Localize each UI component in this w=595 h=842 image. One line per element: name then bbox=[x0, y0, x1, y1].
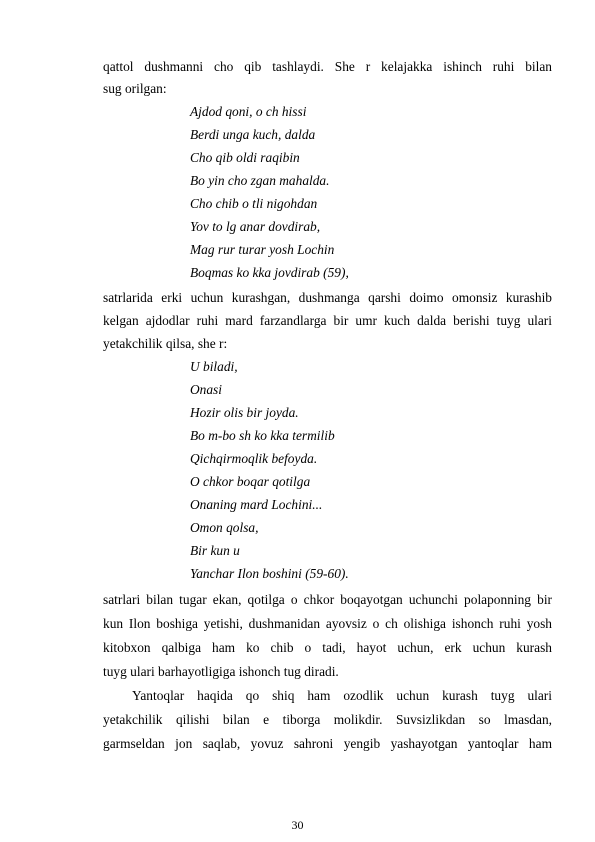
verse-line: Qichqirmoqlik befoyda. bbox=[190, 451, 318, 466]
verse-line: Yov to lg anar dovdirab, bbox=[190, 219, 321, 234]
verse-line: Cho qib oldi raqibin bbox=[190, 150, 300, 165]
verse-line: Bo m-bo sh ko kka termilib bbox=[190, 428, 335, 443]
text-line: yetakchilik qilishi bilan e tiborga molikdir. Suvsizlikdan so lmasdan, bbox=[103, 712, 552, 727]
verse-line: Berdi unga kuch, dalda bbox=[190, 127, 316, 142]
text-line: garmseldan jon saqlab, yovuz sahroni yengib yashayotgan yantoqlar ham bbox=[103, 736, 552, 751]
text-line: satrlari bilan tugar ekan, qotilga o chkor boqayotgan uchunchi polaponning bir bbox=[103, 592, 552, 607]
verse-line: U biladi, bbox=[190, 359, 238, 374]
text-line: satrlarida erki uchun kurashgan, dushmanga qarshi doimo omonsiz kurashib bbox=[103, 290, 552, 305]
verse-line: Mag rur turar yosh Lochin bbox=[190, 242, 335, 257]
verse-line: Boqmas ko kka jovdirab (59), bbox=[190, 265, 349, 280]
text-line: kitobxon qalbiga ham ko chib o tadi, hayot uchun, erk uchun kurash bbox=[103, 640, 552, 655]
verse-line: Hozir olis bir joyda. bbox=[190, 405, 299, 420]
verse-line: Onasi bbox=[190, 382, 222, 397]
text-line: tuyg ulari barhayotligiga ishonch tug diradi. bbox=[103, 664, 339, 679]
verse-line: Yanchar Ilon boshini (59-60). bbox=[190, 566, 349, 581]
page-number: 30 bbox=[291, 818, 304, 832]
verse-line: Omon qolsa, bbox=[190, 520, 259, 535]
verse-line: Bo yin cho zgan mahalda. bbox=[190, 173, 330, 188]
verse-line: O chkor boqar qotilga bbox=[190, 474, 311, 489]
text-line: qattol dushmanni cho qib tashlaydi. She r kelajakka ishinch ruhi bilan bbox=[103, 59, 552, 74]
text-line: kelgan ajdodlar ruhi mard farzandlarga bir umr kuch dalda berishi tuyg ulari bbox=[103, 313, 552, 328]
text-line: yetakchilik qilsa, she r: bbox=[103, 336, 228, 351]
text-line: kun Ilon boshiga yetishi, dushmanidan ayovsiz o ch olishiga ishonch ruhi yosh bbox=[103, 616, 552, 631]
verse-line: Onaning mard Lochini... bbox=[190, 497, 323, 512]
verse-line: Bir kun u bbox=[190, 543, 240, 558]
verse-line: Ajdod qoni, o ch hissi bbox=[190, 104, 307, 119]
text-line: sug orilgan: bbox=[103, 81, 167, 96]
text-line: Yantoqlar haqida qo shiq ham ozodlik uchun kurash tuyg ulari bbox=[132, 688, 552, 703]
verse-line: Cho chib o tli nigohdan bbox=[190, 196, 318, 211]
